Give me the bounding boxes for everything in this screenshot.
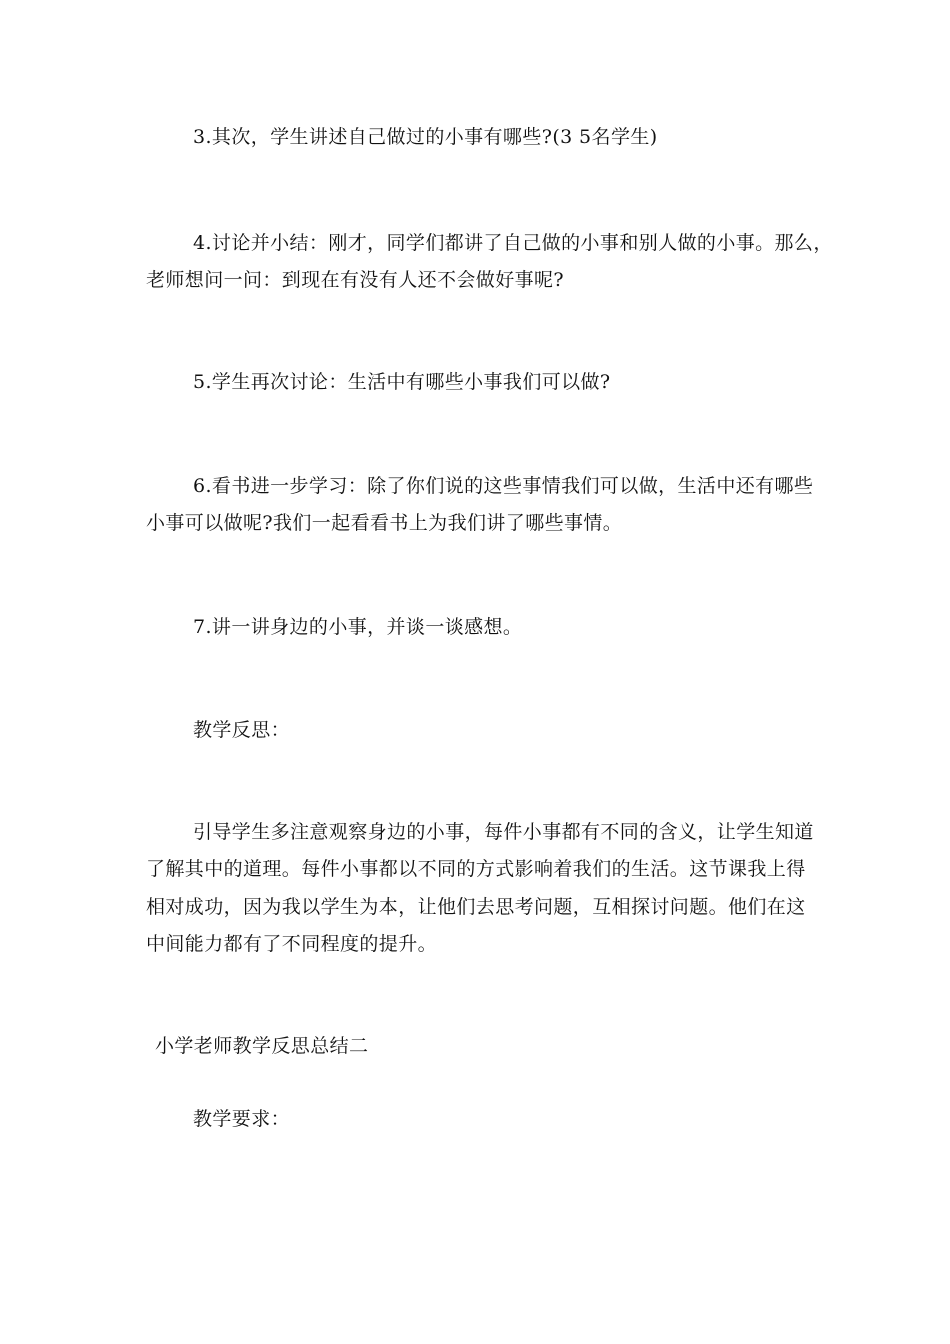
step-5-text: 5.学生再次讨论：生活中有哪些小事我们可以做? [193, 371, 611, 393]
step-7-text: 7.讲一讲身边的小事，并谈一谈感想。 [193, 616, 523, 638]
section-2-title: 小学老师教学反思总结二 [155, 1035, 369, 1057]
reflection-body-line-3: 相对成功，因为我以学生为本，让他们去思考问题，互相探讨问题。他们在这 [146, 896, 806, 918]
step-4-text-line-2: 老师想问一问：到现在有没有人还不会做好事呢? [146, 269, 564, 291]
step-6-text-line-2: 小事可以做呢?我们一起看看书上为我们讲了哪些事情。 [146, 512, 623, 534]
reflection-body-line-1: 引导学生多注意观察身边的小事，每件小事都有不同的含义，让学生知道 [193, 821, 814, 843]
step-3-text: 3.其次，学生讲述自己做过的小事有哪些?(3 5名学生) [193, 126, 658, 148]
requirements-label: 教学要求： [193, 1108, 291, 1130]
step-6-text-line-1: 6.看书进一步学习：除了你们说的这些事情我们可以做，生活中还有哪些 [193, 475, 814, 497]
reflection-body-line-4: 中间能力都有了不同程度的提升。 [146, 933, 438, 955]
reflection-label: 教学反思： [193, 719, 291, 741]
reflection-body-line-2: 了解其中的道理。每件小事都以不同的方式影响着我们的生活。这节课我上得 [146, 858, 806, 880]
step-4-text-line-1: 4.讨论并小结：刚才，同学们都讲了自己做的小事和别人做的小事。那么， [193, 232, 833, 254]
